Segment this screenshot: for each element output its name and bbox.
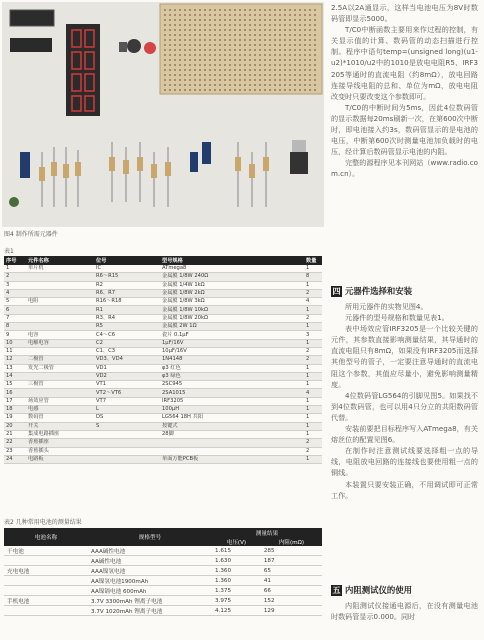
- table-cell: 10: [4, 339, 26, 347]
- table-cell: 手机电池: [4, 596, 88, 606]
- table-cell: 1: [304, 364, 322, 372]
- table-cell: 129: [261, 606, 322, 616]
- table-cell: 20: [4, 422, 26, 430]
- table-cell: 4.125: [212, 606, 261, 616]
- table-row: [4, 430, 322, 438]
- column-header: 电池名称: [4, 528, 88, 546]
- table-cell: 1: [304, 414, 322, 422]
- table-row: [4, 314, 322, 322]
- ic-socket: [10, 10, 54, 26]
- table-row: [4, 298, 322, 306]
- table-cell: 电容: [26, 331, 94, 339]
- table-cell: 单片机: [26, 265, 94, 273]
- table-cell: 2: [304, 289, 322, 297]
- table-cell: 1: [304, 397, 322, 405]
- table-cell: 电阻: [26, 298, 94, 306]
- table-cell: DS: [94, 414, 160, 422]
- table-cell: 金属膜 1/8W 3kΩ: [160, 298, 304, 306]
- table-cell: [26, 281, 94, 289]
- section-heading-5: [331, 584, 478, 597]
- table-cell: 8: [4, 323, 26, 331]
- table-cell: [4, 576, 88, 586]
- table-cell: 充电电池: [4, 566, 88, 576]
- table-cell: S: [94, 422, 160, 430]
- table-cell: VD1: [94, 364, 160, 372]
- table-cell: 3.975: [212, 596, 261, 606]
- table-cell: 4: [4, 289, 26, 297]
- table-cell: 1: [304, 406, 322, 414]
- table-row: [4, 447, 322, 455]
- table-cell: [26, 347, 94, 355]
- table-row: [4, 586, 322, 596]
- battery-results-table-body: [4, 546, 322, 616]
- table-row: [4, 273, 322, 281]
- paragraph: T/C0中断函数主要用来作过程的控制，有关显示值的计算、数码管的动态扫描进行控制。程序中语句temp=(unsigned long)(u1-u2)*1010/u2中的1010是放电电阻R5、IRF3205等通时的直流电阻（约8mΩ），放电回路连接导线电阻的总和、单位为mΩ，放电电阻改变时只要改变这个参数即可。: [331, 25, 478, 101]
- table-cell: R16～R18: [94, 298, 160, 306]
- table-cell: 金属膜 1/8W 10kΩ: [160, 306, 304, 314]
- table-cell: C2: [94, 339, 160, 347]
- table-cell: 1: [304, 306, 322, 314]
- table-cell: 1μF/16V: [160, 339, 304, 347]
- table-cell: 11: [4, 347, 26, 355]
- table-cell: VD2: [94, 372, 160, 380]
- table-cell: 15: [4, 381, 26, 389]
- table-cell: R6～R15: [94, 273, 160, 281]
- table-cell: 28脚: [160, 430, 304, 438]
- table-row: [4, 455, 322, 463]
- column-header: 型号规格: [160, 256, 304, 265]
- table-row: [4, 406, 322, 414]
- table-cell: 1.615: [212, 546, 261, 556]
- table-cell: 65: [261, 566, 322, 576]
- table-row: [4, 606, 322, 616]
- paragraph: 内阻测试仪接通电源后，在没有测量电池时数码管显示0.000。同时: [331, 601, 478, 622]
- paragraph: 完整的源程序见本刊网站（www.radio.com.cn）。: [331, 158, 478, 179]
- table-cell: R2: [94, 281, 160, 289]
- table-cell: 金属膜 1/8W 2kΩ: [160, 289, 304, 297]
- table-row: [4, 566, 322, 576]
- table-cell: 1: [4, 265, 26, 273]
- column-header: 元件名称: [26, 256, 94, 265]
- table1-caption: 表1: [4, 248, 14, 255]
- table-cell: 66: [261, 586, 322, 596]
- table-cell: 二极管: [26, 356, 94, 364]
- table-cell: 2SA1015: [160, 389, 304, 397]
- table-cell: 22: [4, 439, 26, 447]
- table-cell: φ3 红色: [160, 364, 304, 372]
- components-illustration: [2, 2, 324, 227]
- column-header: 电压(V): [212, 537, 261, 546]
- table-cell: 9: [4, 331, 26, 339]
- table-cell: R5: [94, 323, 160, 331]
- table-cell: 干电池: [4, 546, 88, 556]
- table-cell: ATmega8: [160, 265, 304, 273]
- battery-results-table: [4, 528, 322, 616]
- table-cell: [26, 289, 94, 297]
- table-cell: R6、R7: [94, 289, 160, 297]
- table-cell: 7: [4, 314, 26, 322]
- table-cell: 香蕉插座: [26, 439, 94, 447]
- table-cell: [26, 323, 94, 331]
- table-cell: 2: [304, 447, 322, 455]
- table-cell: 19: [4, 414, 26, 422]
- table-cell: 3.7V 1020mAh 锂离子电池: [88, 606, 212, 616]
- table-cell: 100μH: [160, 406, 304, 414]
- table-cell: 2: [304, 347, 322, 355]
- paragraph: 所用元器件的实物见图4。: [345, 302, 428, 311]
- table-row: [4, 289, 322, 297]
- table-row: [4, 372, 322, 380]
- table-cell: [4, 556, 88, 566]
- table-cell: 1N4148: [160, 356, 304, 364]
- table-row: [4, 546, 322, 556]
- column-header: 数量: [304, 256, 322, 265]
- table-cell: 三极管: [26, 381, 94, 389]
- table-cell: 1: [304, 422, 322, 430]
- table-row: [4, 339, 322, 347]
- table-row: [4, 414, 322, 422]
- table-cell: 1.375: [212, 586, 261, 596]
- ic-chip: [10, 38, 52, 52]
- section-title: 元器件选择和安装: [345, 286, 412, 296]
- table-cell: 香蕉插头: [26, 447, 94, 455]
- table-cell: 3: [4, 281, 26, 289]
- table-cell: 12: [4, 356, 26, 364]
- table-cell: 152: [261, 596, 322, 606]
- table-cell: 4: [304, 298, 322, 306]
- table-cell: 3.7V 3300mAh 锂离子电池: [88, 596, 212, 606]
- table-row: [4, 323, 322, 331]
- table-cell: 1: [304, 430, 322, 438]
- table-cell: [94, 430, 160, 438]
- table-cell: 金属膜 1/4W 1kΩ: [160, 281, 304, 289]
- table-cell: 10μF/16V: [160, 347, 304, 355]
- table-cell: L: [94, 406, 160, 414]
- column-header: 规格型号: [88, 528, 212, 546]
- table-cell: 2: [4, 273, 26, 281]
- table-cell: 1: [304, 372, 322, 380]
- table-cell: 电感: [26, 406, 94, 414]
- table-cell: 数码管: [26, 414, 94, 422]
- article-column-middle: [331, 301, 478, 501]
- table-cell: 1: [304, 323, 322, 331]
- table-cell: 金属膜 2W 1Ω: [160, 323, 304, 331]
- section-number: 四: [332, 287, 341, 296]
- table-cell: R1: [94, 306, 160, 314]
- table-row: [4, 347, 322, 355]
- table-row: [4, 306, 322, 314]
- table-cell: 1: [304, 381, 322, 389]
- table-cell: AAA碱性电池: [88, 546, 212, 556]
- section-heading-4: [331, 285, 478, 298]
- table-cell: 发光二极管: [26, 364, 94, 372]
- table-cell: [4, 606, 88, 616]
- table-cell: [94, 447, 160, 455]
- table-cell: [26, 273, 94, 281]
- components-table: [4, 256, 322, 464]
- paragraph: 安装前要把目标程序写入ATmega8，有关熔丝位的配置见图6。: [331, 424, 478, 445]
- table-cell: [94, 455, 160, 463]
- table2-caption: 表2 几种常用电池的测量结果: [4, 519, 82, 526]
- table-cell: 金属膜 1/8W 20kΩ: [160, 314, 304, 322]
- table-cell: 1: [304, 339, 322, 347]
- components-photo: [2, 2, 324, 227]
- table-cell: VT7: [94, 397, 160, 405]
- table-cell: 1: [304, 455, 322, 463]
- seven-segment-display: [66, 24, 100, 116]
- paragraph: T/C0的中断时间为5ms，因此4位数码管的显示数据每20ms刷新一次，在第600次中断时，即电池接入约3s，数码管显示的是电池的电压，中断第600次时测量电池加负载时的电压，经计算后数码管显示电池的内阻。: [331, 102, 478, 157]
- table-cell: 1.360: [212, 566, 261, 576]
- table-cell: C4～C6: [94, 331, 160, 339]
- table-row: [4, 281, 322, 289]
- table-row: [4, 364, 322, 372]
- table-cell: C1、C3: [94, 347, 160, 355]
- table-row: [4, 381, 322, 389]
- table-cell: AAA镍氢电池: [88, 566, 212, 576]
- section-number: 五: [332, 586, 341, 595]
- table-row: [4, 397, 322, 405]
- table-cell: φ3 绿色: [160, 372, 304, 380]
- table-cell: 场效应管: [26, 397, 94, 405]
- table-cell: 瓷片 0.1μF: [160, 331, 304, 339]
- table-cell: LG564 18H 共阳: [160, 414, 304, 422]
- section-title: 内阻测试仪的使用: [345, 585, 412, 595]
- table-cell: [26, 372, 94, 380]
- table-cell: 285: [261, 546, 322, 556]
- table-cell: [26, 314, 94, 322]
- table-cell: 1: [304, 281, 322, 289]
- paragraph: 本装置只要安装正确，不用调试即可正常工作。: [331, 479, 478, 500]
- table-row: [4, 556, 322, 566]
- table-row: [4, 576, 322, 586]
- table-cell: 1: [304, 265, 322, 273]
- table-cell: 18: [4, 406, 26, 414]
- article-column-bottom: [331, 600, 478, 622]
- paragraph: 在制作时注意测试线要选择粗一点的导线，电阻放电回路的连接线也要使用粗一点的铜线。: [331, 446, 478, 478]
- table-cell: 集成电路插座: [26, 430, 94, 438]
- table-cell: IRF3205: [160, 397, 304, 405]
- table-row: [4, 422, 322, 430]
- table-cell: R3、R4: [94, 314, 160, 322]
- table-row: [4, 265, 322, 273]
- table-cell: VT1: [94, 381, 160, 389]
- table-cell: 3: [304, 331, 322, 339]
- table-row: [4, 331, 322, 339]
- table-cell: 开关: [26, 422, 94, 430]
- table-row: [4, 356, 322, 364]
- table-row: [4, 389, 322, 397]
- figure-caption: 图4 制作所需元器件: [4, 231, 58, 238]
- column-header: 内阻(mΩ): [261, 537, 322, 546]
- table-cell: 2: [304, 439, 322, 447]
- paragraph: 元器件的型号规格和数量见表1。: [345, 313, 449, 323]
- column-header: 序号: [4, 256, 26, 265]
- table-cell: VT2～VT6: [94, 389, 160, 397]
- table-cell: 2: [304, 314, 322, 322]
- table-cell: 电解电容: [26, 339, 94, 347]
- table-cell: 24: [4, 455, 26, 463]
- column-header: 位号: [94, 256, 160, 265]
- table-cell: 23: [4, 447, 26, 455]
- table-cell: 6: [4, 306, 26, 314]
- table-cell: [160, 439, 304, 447]
- table-cell: [26, 306, 94, 314]
- table-cell: IC: [94, 265, 160, 273]
- table-row: [4, 596, 322, 606]
- table-cell: 8: [304, 273, 322, 281]
- table-cell: 5: [4, 298, 26, 306]
- table-cell: 单面万能PCB板: [160, 455, 304, 463]
- table-cell: 16: [4, 389, 26, 397]
- table-cell: AA碱性电池: [88, 556, 212, 566]
- table-cell: 电路板: [26, 455, 94, 463]
- table-cell: 21: [4, 430, 26, 438]
- table-cell: 41: [261, 576, 322, 586]
- components-table-body: [4, 265, 322, 464]
- table-cell: AA镍镉电池 600mAh: [88, 586, 212, 596]
- article-column-top: [331, 2, 478, 180]
- table-cell: VD3、VD4: [94, 356, 160, 364]
- table-cell: 4: [304, 389, 322, 397]
- table-cell: 1.630: [212, 556, 261, 566]
- table-row: [4, 439, 322, 447]
- table-cell: 187: [261, 556, 322, 566]
- table-cell: 2: [304, 356, 322, 364]
- paragraph: 表中场效应管IRF3205是一个比较关键的元件，其参数直接影响测量结果，其导通时的直流电阻只有8mΩ，如果没有IRF3205而选择其他型号的管子，一定要注意导通时的直流电阻这个参数，其值应尽量小，避免影响测量精度。: [331, 324, 478, 389]
- table-header-row: [4, 528, 322, 537]
- table-cell: AA镍氢电池1900mAh: [88, 576, 212, 586]
- table-cell: 1.360: [212, 576, 261, 586]
- paragraph: 4位数码管LG564的引脚见图5。如果找不到4位数码管，也可以用4只分立的共阳数码管代替。: [331, 390, 478, 422]
- paragraph: 2.5A以2A通显示，这样当电池电压为8V时数码管即显示5000。: [331, 3, 478, 24]
- table-cell: [4, 586, 88, 596]
- table-cell: 13: [4, 364, 26, 372]
- column-header: 测量结果: [212, 528, 322, 537]
- table-cell: 14: [4, 372, 26, 380]
- table-cell: [26, 389, 94, 397]
- table-cell: 17: [4, 397, 26, 405]
- table-cell: 2SC945: [160, 381, 304, 389]
- table-cell: 金属膜 1/8W 240Ω: [160, 273, 304, 281]
- table-cell: [160, 447, 304, 455]
- table-cell: [94, 439, 160, 447]
- table-cell: 按键式: [160, 422, 304, 430]
- table-header-row: [4, 256, 322, 265]
